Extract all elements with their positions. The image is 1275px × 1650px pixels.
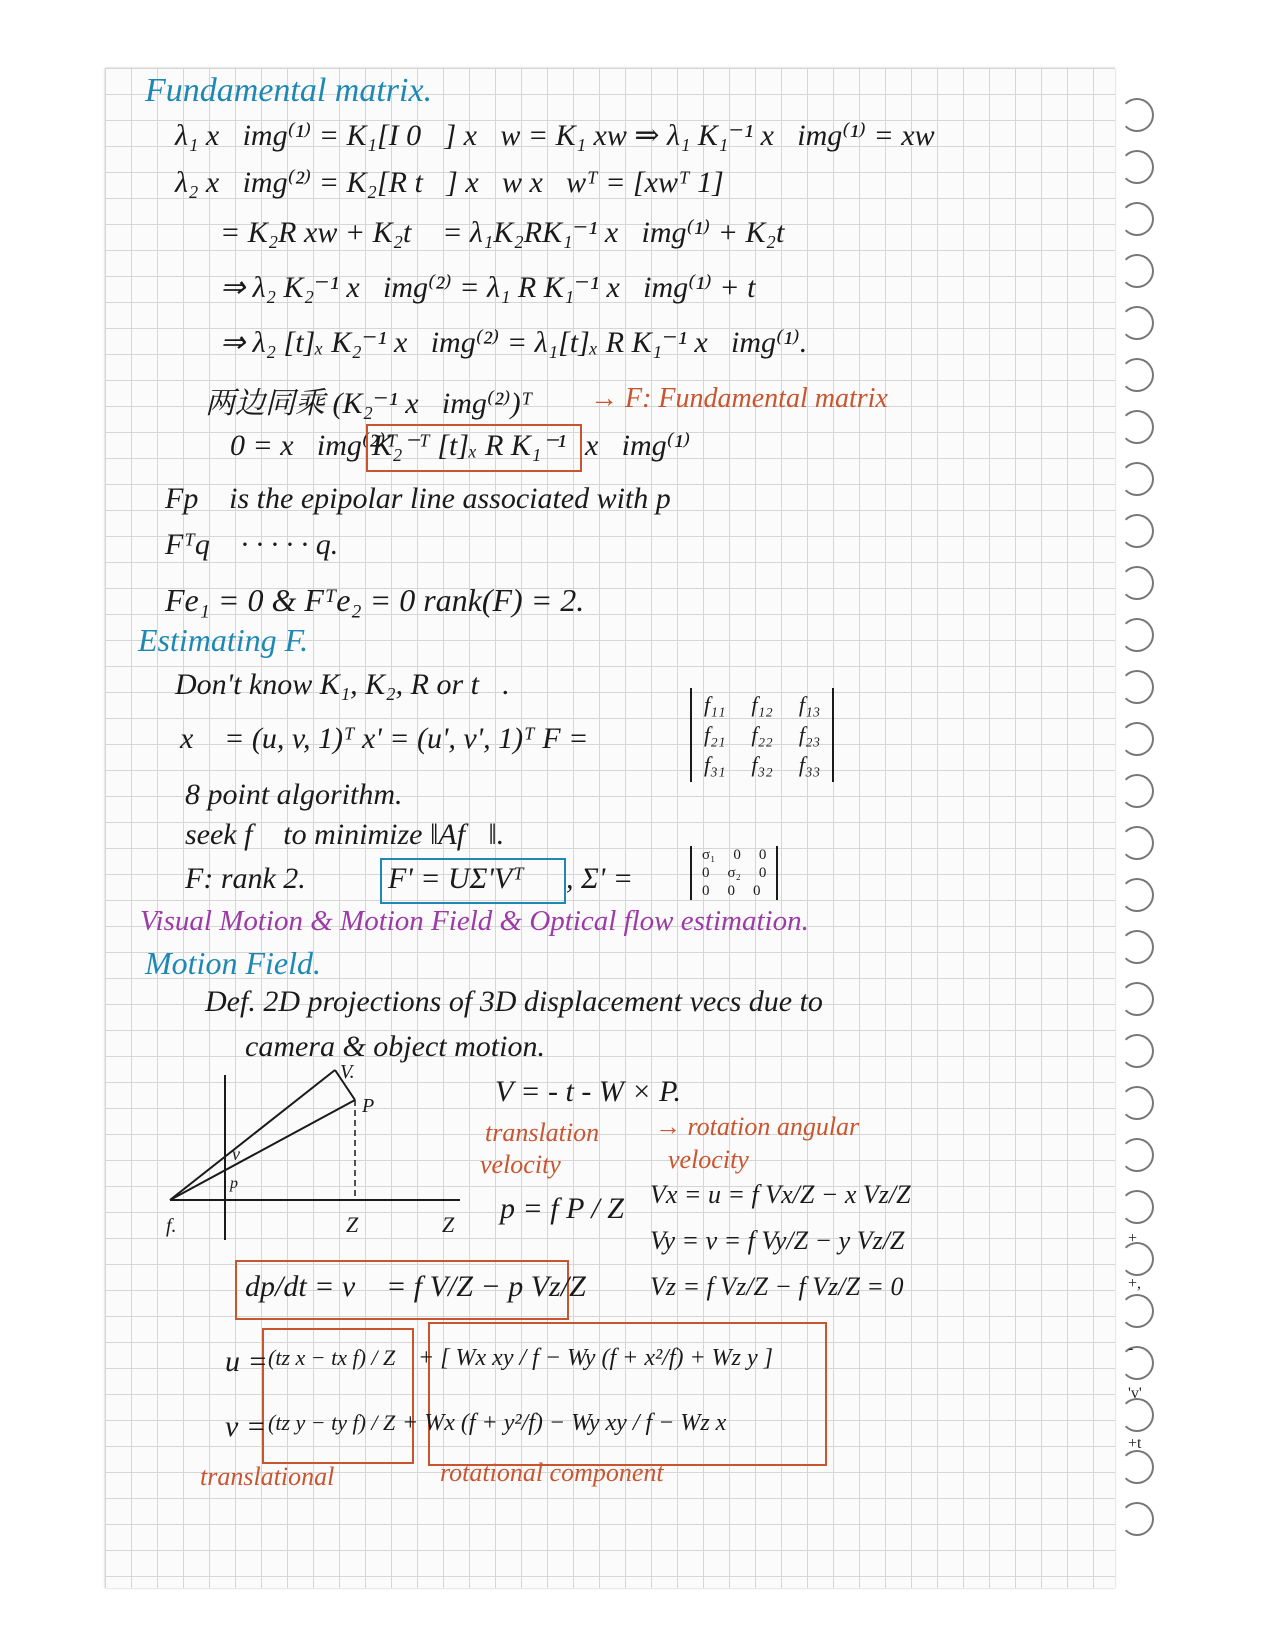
- equation-line: + Wx (f + y²/f) − Wy xy / f − Wz x: [402, 1410, 727, 1436]
- matrix-cell: 0: [702, 865, 710, 881]
- definition-line: Def. 2D projections of 3D displacement vecs due to: [205, 985, 823, 1018]
- equation-line: (tz x − tx f) / Z: [268, 1345, 396, 1370]
- diagram-label: Z: [442, 1212, 455, 1237]
- matrix-cell: f₃₃: [798, 752, 821, 777]
- diagram-label: f.: [166, 1215, 177, 1237]
- margin-mark: +: [1128, 1230, 1138, 1247]
- equation-line: ⇒ λ₂ [t]ₓ K₂⁻¹ x⃗img⁽²⁾ = λ₁[t]ₓ R K₁⁻¹ x⃗img⁽¹⁾.: [220, 326, 808, 359]
- projection-ray: [170, 1100, 355, 1200]
- matrix-row: [704, 690, 820, 720]
- matrix-cell: 0: [758, 847, 767, 863]
- margin-mark: -: [1128, 1340, 1134, 1357]
- binding-ring: [1120, 462, 1154, 496]
- binding-ring: [1120, 358, 1154, 392]
- binding-ring: [1120, 306, 1154, 340]
- binding-ring: [1120, 878, 1154, 912]
- equation-line: λ₂ x⃗img⁽²⁾ = K₂[R t⃗] x⃗w x⃗wᵀ = [xwᵀ 1]: [175, 166, 724, 199]
- binding-ring: [1120, 722, 1154, 756]
- matrix-cell: σ₁: [702, 847, 716, 863]
- binding-ring: [1120, 670, 1154, 704]
- equation-line: Vz = f Vz/Z − f Vz/Z = 0: [650, 1272, 904, 1301]
- equation-line: v =: [225, 1410, 267, 1443]
- sigma-matrix: [690, 846, 778, 900]
- equation-line: V = - t - W × P.: [495, 1075, 682, 1108]
- definition-line: camera & object motion.: [245, 1030, 545, 1063]
- matrix-cell: 0: [727, 883, 735, 899]
- matrix-row: [704, 720, 820, 750]
- matrix-cell: 0: [753, 883, 761, 899]
- matrix-cell: f₂₃: [798, 722, 821, 747]
- margin-mark: +t: [1128, 1435, 1142, 1452]
- binding-ring: [1120, 202, 1154, 236]
- matrix-cell: f₁₂: [751, 692, 773, 717]
- equation-line: Fᵀq⃗ · · · · · q.: [165, 528, 339, 561]
- binding-ring: [1120, 1450, 1154, 1484]
- binding-ring: [1120, 514, 1154, 548]
- binding-ring: [1120, 1034, 1154, 1068]
- binding-ring: [1120, 1294, 1154, 1328]
- matrix-cell: 0: [733, 847, 741, 863]
- matrix-row: [702, 882, 766, 900]
- matrix-cell: σ₂: [727, 865, 741, 881]
- section-heading: Visual Motion & Motion Field & Optical flow estimation.: [140, 905, 809, 937]
- equation-line: = K₂R xw + K₂t⃗ = λ₁K₂RK₁⁻¹ x⃗img⁽¹⁾ + K₂t⃗: [220, 216, 808, 249]
- equation-line: Vy = v = f Vy/Z − y Vz/Z: [650, 1226, 905, 1255]
- annotation: velocity: [480, 1150, 561, 1179]
- matrix-row: [702, 864, 766, 882]
- annotation: rotational component: [440, 1458, 664, 1487]
- annotation: translation: [485, 1118, 600, 1147]
- annotation: → rotation angular: [655, 1112, 860, 1141]
- equation-line: x⃗ = (u, v, 1)ᵀ x' = (u', v', 1)ᵀ F =: [180, 722, 589, 755]
- binding-ring: [1120, 618, 1154, 652]
- spiral-binding: [1120, 98, 1160, 1578]
- matrix-cell: f₃₂: [751, 752, 773, 777]
- projection-diagram: [150, 1060, 480, 1260]
- equation-line: (tz y − ty f) / Z: [268, 1410, 396, 1435]
- equation-line: Fp⃗ is the epipolar line associated with p: [165, 482, 671, 515]
- projection-ray: [170, 1070, 335, 1200]
- binding-ring: [1120, 254, 1154, 288]
- binding-ring: [1120, 1398, 1154, 1432]
- f-matrix: [690, 688, 834, 782]
- equation-line: + [ Wx xy / f − Wy (f + x²/f) + Wz y ]: [418, 1345, 774, 1371]
- binding-ring: [1120, 566, 1154, 600]
- binding-ring: [1120, 1086, 1154, 1120]
- matrix-row: [702, 846, 766, 864]
- matrix-cell: f₂₁: [704, 722, 726, 747]
- equation-line: Vx = u = f Vx/Z − x Vz/Z: [650, 1180, 911, 1209]
- margin-mark: 'v': [1128, 1385, 1142, 1402]
- equation-line: 8 point algorithm.: [185, 778, 403, 811]
- matrix-cell: 0: [758, 865, 767, 881]
- binding-ring: [1120, 1138, 1154, 1172]
- matrix-cell: f₁₁: [704, 692, 726, 717]
- diagram-label: v: [232, 1144, 240, 1164]
- equation-line: 两边同乘 (K₂⁻¹ x⃗img⁽²⁾)ᵀ: [205, 387, 533, 420]
- matrix-cell: f₃₁: [704, 752, 726, 777]
- equation-line: Don't know K₁, K₂, R or t⃗.: [175, 668, 510, 701]
- matrix-cell: f₁₃: [798, 692, 821, 717]
- binding-ring: [1120, 826, 1154, 860]
- equation-line: λ₁ x⃗img⁽¹⁾ = K₁[I 0⃗] x⃗w = K₁ xw ⇒ λ₁ K₁⁻¹ x⃗img⁽¹⁾ = xw: [175, 119, 935, 152]
- binding-ring: [1120, 150, 1154, 184]
- matrix-row: [704, 750, 820, 780]
- binding-ring: [1120, 1502, 1154, 1536]
- diagram-label: Z: [346, 1212, 359, 1237]
- equation-line: p = f P / Z: [500, 1192, 624, 1225]
- equation-line: , Σ' =: [566, 862, 633, 895]
- diagram-label: V.: [340, 1061, 355, 1083]
- rotational-box: [428, 1322, 827, 1466]
- binding-ring: [1120, 410, 1154, 444]
- fundamental-matrix-note: → F: Fundamental matrix: [590, 383, 888, 414]
- equation-line: ⇒ λ₂ K₂⁻¹ x⃗img⁽²⁾ = λ₁ R K₁⁻¹ x⃗img⁽¹⁾ + t⃗: [220, 271, 779, 304]
- annotation: velocity: [668, 1145, 749, 1174]
- binding-ring: [1120, 1190, 1154, 1224]
- equation-line: F' = UΣ'Vᵀ: [388, 862, 524, 895]
- margin-mark: +,: [1128, 1275, 1142, 1292]
- binding-ring: [1120, 774, 1154, 808]
- matrix-cell: f₂₂: [751, 722, 773, 747]
- binding-ring: [1120, 930, 1154, 964]
- binding-ring: [1120, 98, 1154, 132]
- matrix-cell: 0: [702, 883, 710, 899]
- diagram-label: p: [230, 1175, 238, 1192]
- equation-line: 0 = x⃗img⁽²⁾ᵀ: [230, 429, 398, 462]
- binding-ring: [1120, 982, 1154, 1016]
- annotation: translational: [200, 1462, 335, 1491]
- equation-line: Fe₁ = 0 & Fᵀe₂ = 0 rank(F) = 2.: [165, 582, 585, 618]
- section-heading: Estimating F.: [138, 622, 309, 658]
- equation-line: x⃗img⁽¹⁾: [585, 429, 691, 462]
- equation-line: K₂⁻ᵀ [t]ₓ R K₁⁻¹: [372, 429, 567, 462]
- binding-ring: [1120, 1346, 1154, 1380]
- section-title: Fundamental matrix.: [145, 72, 433, 109]
- equation-line: seek f⃗ to minimize ‖Af⃗‖.: [185, 818, 505, 851]
- section-heading: Motion Field.: [145, 945, 321, 981]
- diagram-label: P: [362, 1095, 375, 1117]
- equation-line: u =: [225, 1345, 268, 1378]
- equation-line: dp/dt = v⃗ = f V/Z − p Vz/Z: [245, 1270, 586, 1303]
- equation-line: F: rank 2.: [185, 862, 306, 895]
